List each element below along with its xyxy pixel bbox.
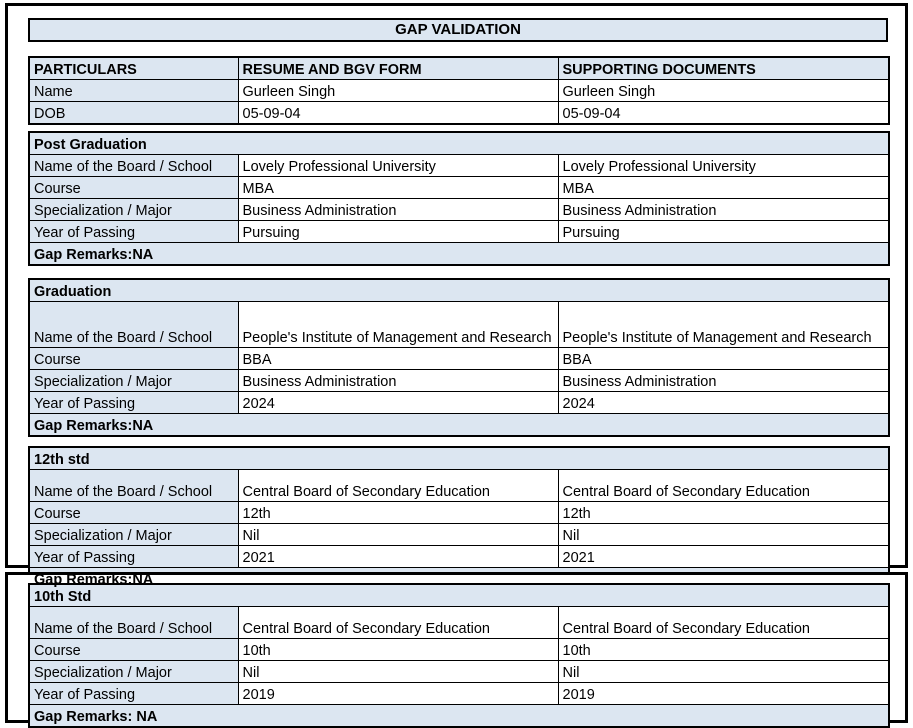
name-resume-value: Gurleen Singh xyxy=(238,80,558,102)
year-supporting-value: 2024 xyxy=(558,392,889,414)
table-row-course xyxy=(29,177,889,199)
table-row-board-school xyxy=(29,302,889,348)
year-resume-value: 2021 xyxy=(238,546,558,568)
course-resume-value: MBA xyxy=(238,177,558,199)
section-table-graduation xyxy=(28,278,890,437)
table-row-course xyxy=(29,639,889,661)
specialization-supporting-value: Nil xyxy=(558,524,889,546)
section-table-12th-std xyxy=(28,446,890,591)
table-row-specialization xyxy=(29,370,889,392)
course-supporting-value: BBA xyxy=(558,348,889,370)
row-label-course: Course xyxy=(29,177,238,199)
gap-remarks-12th-std: Gap Remarks:NA xyxy=(29,568,889,591)
table-row-year-of-passing xyxy=(29,392,889,414)
gap-remarks-row xyxy=(29,414,889,437)
row-label-specialization: Specialization / Major xyxy=(29,661,238,683)
section-title-post-graduation: Post Graduation xyxy=(29,132,889,155)
course-supporting-value: 12th xyxy=(558,502,889,524)
table-row-course xyxy=(29,502,889,524)
row-label-board-school: Name of the Board / School xyxy=(29,607,238,639)
dob-resume-value: 05-09-04 xyxy=(238,102,558,125)
course-resume-value: BBA xyxy=(238,348,558,370)
section-title-graduation: Graduation xyxy=(29,279,889,302)
section-header-row xyxy=(29,132,889,155)
particulars-header-row xyxy=(29,57,889,80)
table-row-board-school xyxy=(29,470,889,502)
row-label-board-school: Name of the Board / School xyxy=(29,155,238,177)
board-school-supporting-value: Lovely Professional University xyxy=(558,155,889,177)
gap-remarks-row xyxy=(29,705,889,728)
row-label-specialization: Specialization / Major xyxy=(29,199,238,221)
row-label-year-of-passing: Year of Passing xyxy=(29,546,238,568)
board-school-resume-value: Central Board of Secondary Education xyxy=(238,470,558,502)
year-supporting-value: 2021 xyxy=(558,546,889,568)
board-school-resume-value: Central Board of Secondary Education xyxy=(238,607,558,639)
specialization-supporting-value: Business Administration xyxy=(558,370,889,392)
dob-supporting-value: 05-09-04 xyxy=(558,102,889,125)
board-school-resume-value: People's Institute of Management and Research xyxy=(238,302,558,348)
col-header-supporting-docs: SUPPORTING DOCUMENTS xyxy=(558,57,889,80)
board-school-resume-value: Lovely Professional University xyxy=(238,155,558,177)
table-row-year-of-passing xyxy=(29,221,889,243)
table-row-specialization xyxy=(29,524,889,546)
specialization-resume-value: Business Administration xyxy=(238,370,558,392)
row-label-specialization: Specialization / Major xyxy=(29,524,238,546)
specialization-resume-value: Business Administration xyxy=(238,199,558,221)
year-supporting-value: 2019 xyxy=(558,683,889,705)
section-title-12th-std: 12th std xyxy=(29,447,889,470)
row-label-name: Name xyxy=(29,80,238,102)
col-header-resume-bgv: RESUME AND BGV FORM xyxy=(238,57,558,80)
row-label-board-school: Name of the Board / School xyxy=(29,470,238,502)
row-label-specialization: Specialization / Major xyxy=(29,370,238,392)
course-supporting-value: MBA xyxy=(558,177,889,199)
row-label-year-of-passing: Year of Passing xyxy=(29,392,238,414)
row-label-year-of-passing: Year of Passing xyxy=(29,221,238,243)
board-school-supporting-value: People's Institute of Management and Research xyxy=(558,302,889,348)
year-resume-value: 2024 xyxy=(238,392,558,414)
year-supporting-value: Pursuing xyxy=(558,221,889,243)
board-school-supporting-value: Central Board of Secondary Education xyxy=(558,607,889,639)
section-header-row xyxy=(29,447,889,470)
name-supporting-value: Gurleen Singh xyxy=(558,80,889,102)
main-document-box xyxy=(5,3,908,588)
section-title-10th-std: 10th Std xyxy=(29,584,889,607)
table-row-course xyxy=(29,348,889,370)
gap-remarks-10th-std: Gap Remarks: NA xyxy=(29,705,889,728)
row-label-course: Course xyxy=(29,348,238,370)
row-label-board-school: Name of the Board / School xyxy=(29,302,238,348)
course-resume-value: 10th xyxy=(238,639,558,661)
table-row-board-school xyxy=(29,607,889,639)
row-label-dob: DOB xyxy=(29,102,238,125)
course-supporting-value: 10th xyxy=(558,639,889,661)
tenth-std-box xyxy=(5,572,908,723)
table-row-year-of-passing xyxy=(29,546,889,568)
row-label-course: Course xyxy=(29,502,238,524)
table-row-board-school xyxy=(29,155,889,177)
specialization-resume-value: Nil xyxy=(238,524,558,546)
gap-remarks-graduation: Gap Remarks:NA xyxy=(29,414,889,437)
course-resume-value: 12th xyxy=(238,502,558,524)
specialization-supporting-value: Nil xyxy=(558,661,889,683)
specialization-supporting-value: Business Administration xyxy=(558,199,889,221)
table-row-specialization xyxy=(29,661,889,683)
section-header-row xyxy=(29,584,889,607)
table-row-name xyxy=(29,80,889,102)
section-table-10th-std xyxy=(28,583,890,728)
page-title: GAP VALIDATION xyxy=(28,18,888,42)
row-label-year-of-passing: Year of Passing xyxy=(29,683,238,705)
gap-remarks-row xyxy=(29,243,889,266)
row-label-course: Course xyxy=(29,639,238,661)
particulars-table xyxy=(28,56,890,125)
year-resume-value: Pursuing xyxy=(238,221,558,243)
specialization-resume-value: Nil xyxy=(238,661,558,683)
section-table-post-graduation xyxy=(28,131,890,266)
col-header-particulars: PARTICULARS xyxy=(29,57,238,80)
gap-remarks-post-graduation: Gap Remarks:NA xyxy=(29,243,889,266)
table-row-year-of-passing xyxy=(29,683,889,705)
table-row-specialization xyxy=(29,199,889,221)
board-school-supporting-value: Central Board of Secondary Education xyxy=(558,470,889,502)
section-header-row xyxy=(29,279,889,302)
table-row-dob xyxy=(29,102,889,125)
year-resume-value: 2019 xyxy=(238,683,558,705)
